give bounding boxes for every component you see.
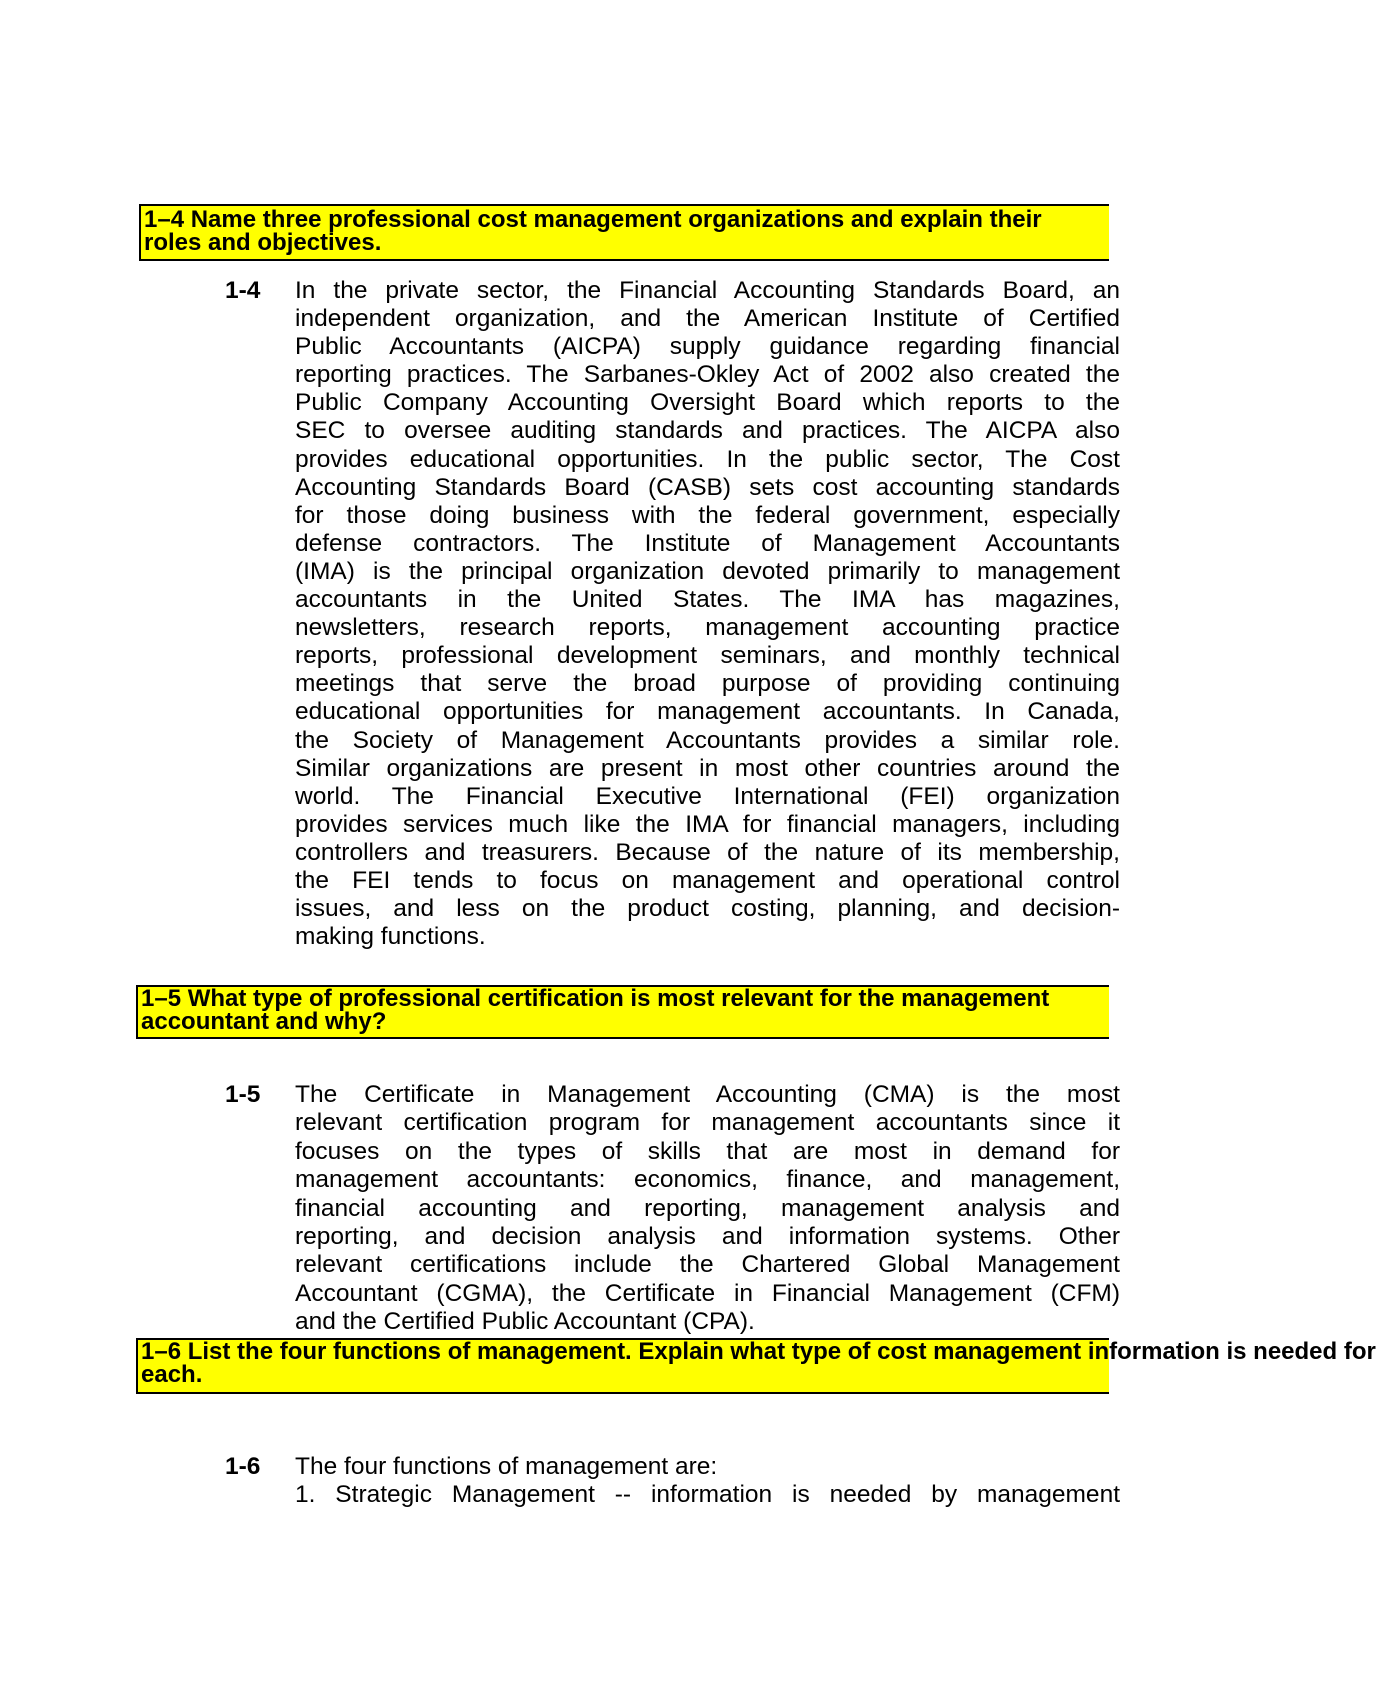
answer-line: In the private sector, the Financial Accounting Standards Board, an (295, 277, 1120, 304)
answer-line: financial accounting and reporting, management analysis and (295, 1194, 1120, 1222)
answer-line: Accountant (CGMA), the Certificate in Financial Management (CFM) (295, 1279, 1120, 1307)
answer-body (295, 1453, 1120, 1481)
answer-line: reporting practices. The Sarbanes-Okley Act of 2002 also created the (295, 361, 1120, 389)
question-header-1-4 (139, 204, 1109, 261)
answer-number: 1-5 (225, 1081, 261, 1108)
question-header-line: each. (141, 1361, 203, 1388)
answer-line: world. The Financial Executive International (FEI) organization (295, 782, 1120, 810)
question-header-1-5 (136, 985, 1109, 1039)
answer-line: Similar organizations are present in most other countries around the (295, 754, 1120, 782)
answer-intro: The four functions of management are: (295, 1453, 718, 1480)
answer-line: accountants in the United States. The IMA has magazines, (295, 586, 1120, 614)
answer-number: 1-4 (225, 277, 261, 304)
answer-line: issues, and less on the product costing, planning, and decision- (295, 895, 1120, 923)
answer-body (295, 1081, 1120, 1337)
answer-line: educational opportunities for management accountants. In Canada, (295, 698, 1120, 726)
question-header-line: roles and objectives. (144, 229, 382, 256)
answer-line: reporting, and decision analysis and information systems. Other (295, 1223, 1120, 1251)
answer-line: Public Accountants (AICPA) supply guidance regarding financial (295, 333, 1120, 361)
question-header-line: 1–5 What type of professional certification is most relevant for the management (141, 985, 1050, 1012)
answer-line: management accountants: economics, finance, and management, (295, 1166, 1120, 1194)
answer-body (295, 277, 1120, 951)
answer-line: making functions. (295, 923, 486, 951)
answer-line: meetings that serve the broad purpose of providing continuing (295, 670, 1120, 698)
answer-line: (IMA) is the principal organization devoted primarily to management (295, 557, 1120, 585)
answer-line: The Certificate in Management Accounting (CMA) is the most (295, 1081, 1120, 1108)
answer-line: controllers and treasurers. Because of the nature of its membership, (295, 838, 1120, 866)
answer-line: newsletters, research reports, management accounting practice (295, 614, 1120, 642)
answer-line: defense contractors. The Institute of Management Accountants (295, 529, 1120, 557)
question-header-line: 1–6 List the four functions of management. Explain what type of cost management information is needed for (141, 1338, 1376, 1365)
question-header-line: 1–4 Name three professional cost management organizations and explain their (144, 206, 1042, 233)
answer-1-4 (225, 277, 1125, 957)
answer-line: and the Certified Public Accountant (CPA). (295, 1308, 755, 1336)
answer-partial-line-clip (295, 1481, 1120, 1508)
answer-line: for those doing business with the federal government, especially (295, 501, 1120, 529)
answer-line: relevant certification program for management accountants since it (295, 1109, 1120, 1137)
answer-number: 1-6 (225, 1453, 261, 1480)
answer-line: provides educational opportunities. In the public sector, The Cost (295, 445, 1120, 473)
answer-line: Public Company Accounting Oversight Board which reports to the (295, 389, 1120, 417)
answer-line: the FEI tends to focus on management and operational control (295, 866, 1120, 894)
answer-partial-line: 1. Strategic Management -- information is needed by management (295, 1481, 1120, 1508)
answer-1-5 (225, 1081, 1125, 1341)
answer-line: focuses on the types of skills that are most in demand for (295, 1137, 1120, 1165)
answer-line: relevant certifications include the Chartered Global Management (295, 1251, 1120, 1279)
question-header-line: accountant and why? (141, 1008, 387, 1035)
answer-line: the Society of Management Accountants provides a similar role. (295, 726, 1120, 754)
answer-line: SEC to oversee auditing standards and practices. The AICPA also (295, 417, 1120, 445)
answer-1-6 (225, 1453, 1125, 1513)
answer-line: Accounting Standards Board (CASB) sets cost accounting standards (295, 473, 1120, 501)
answer-line: reports, professional development seminars, and monthly technical (295, 642, 1120, 670)
question-header-1-6 (136, 1338, 1376, 1394)
answer-line: independent organization, and the American Institute of Certified (295, 305, 1120, 333)
answer-line: provides services much like the IMA for financial managers, including (295, 810, 1120, 838)
